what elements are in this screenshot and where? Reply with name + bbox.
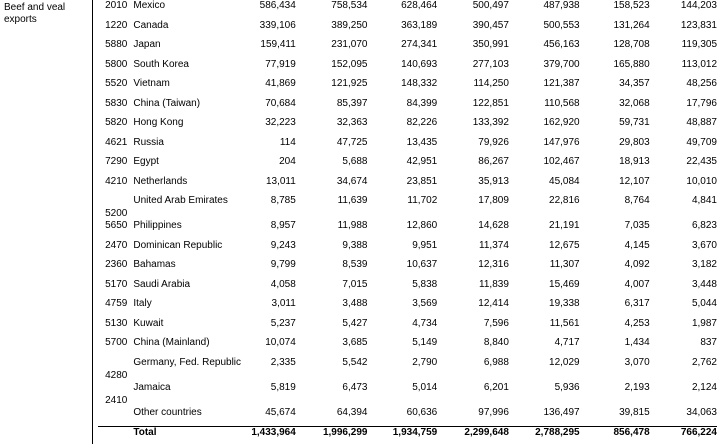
country-code: 5650 [105,220,128,231]
value-cell: 5,044 [691,298,717,309]
value-cell: 6,823 [691,220,717,231]
value-cell: 29,803 [619,136,650,148]
value-cell: 12,316 [478,259,509,270]
value-cell: 3,011 [271,298,296,309]
value-cell: 11,839 [479,278,509,290]
value-cell: 128,708 [613,39,650,50]
table-row [98,195,717,220]
value-cell: 350,991 [472,39,509,50]
total-value: 1,996,299 [296,426,368,446]
value-cell: 2,790 [412,356,438,368]
value-cell: 122,851 [472,97,509,109]
value-cell: 487,938 [543,0,580,11]
value-cell: 4,145 [624,239,650,251]
value-cell: 18,913 [619,156,650,167]
value-cell: 21,191 [549,220,580,231]
value-cell: 136,497 [543,406,580,418]
country-name: Italy [133,298,152,309]
total-value: 1,934,759 [367,426,437,446]
value-cell: 1,434 [624,337,650,348]
value-cell: 363,189 [401,19,438,31]
total-value: 2,299,648 [437,426,509,446]
value-cell: 4,253 [624,317,650,329]
value-cell: 47,725 [336,136,368,148]
value-cell: 59,731 [619,117,650,128]
value-cell: 113,012 [681,58,717,70]
value-cell: 456,163 [543,39,580,50]
value-cell: 121,925 [331,78,368,89]
total-row [98,426,717,446]
value-cell: 35,913 [478,175,509,187]
value-cell: 4,058 [270,278,296,290]
value-cell: 34,063 [686,406,717,418]
value-cell: 86,267 [478,156,509,167]
value-cell: 5,542 [342,356,368,368]
table-row [98,98,717,118]
value-cell: 11,988 [337,220,368,231]
value-cell: 11,374 [479,239,509,251]
value-cell: 131,264 [613,19,650,31]
value-cell: 204 [279,156,296,167]
country-name: Japan [133,39,161,50]
total-value: 856,478 [580,426,650,446]
table-row [98,298,717,318]
value-cell: 159,411 [260,39,296,50]
value-cell: 12,107 [619,175,650,187]
value-cell: 8,840 [483,337,509,348]
value-cell: 277,103 [472,58,509,70]
value-cell: 7,015 [342,278,368,290]
value-cell: 114,250 [473,78,509,89]
table-row [98,59,717,79]
value-cell: 140,693 [401,58,438,70]
country-code: 2010 [105,0,128,11]
value-cell: 110,568 [544,97,580,109]
value-cell: 339,106 [259,19,296,31]
value-cell: 22,816 [549,195,580,206]
value-cell: 19,338 [549,298,580,309]
value-cell: 148,332 [401,78,438,89]
value-cell: 165,880 [613,58,650,70]
value-cell: 500,553 [543,19,580,31]
value-cell: 3,488 [342,298,368,309]
value-cell: 4,092 [624,259,650,270]
value-cell: 5,149 [412,337,438,348]
value-cell: 158,523 [613,0,650,11]
value-cell: 837 [700,337,717,348]
value-cell: 79,926 [478,136,509,148]
value-cell: 42,951 [406,156,438,167]
value-cell: 231,070 [331,39,368,50]
value-cell: 8,539 [342,259,368,270]
value-cell: 114 [279,136,296,148]
value-cell: 11,702 [407,195,438,206]
value-cell: 45,674 [265,406,296,418]
value-cell: 5,014 [412,381,438,393]
value-cell: 9,243 [270,239,296,251]
value-cell: 3,670 [691,239,717,251]
value-cell: 84,399 [406,97,438,109]
value-cell: 121,387 [543,78,580,89]
value-cell: 152,095 [331,58,368,70]
value-cell: 133,392 [472,117,509,128]
value-cell: 3,448 [691,278,717,290]
left-divider [92,0,93,444]
value-cell: 12,029 [549,356,580,368]
table-row [98,337,717,357]
value-cell: 758,534 [331,0,368,11]
table-row [98,259,717,279]
country-code: 2470 [105,239,128,251]
table-row [98,117,717,137]
value-cell: 5,838 [412,278,438,290]
table-row [98,156,717,176]
country-code: 5820 [105,117,128,128]
value-cell: 32,068 [619,97,650,109]
value-cell: 119,305 [681,39,717,50]
country-name: China (Taiwan) [133,97,201,109]
value-cell: 11,561 [549,317,580,329]
value-cell: 7,035 [624,220,650,231]
value-cell: 7,596 [483,317,509,329]
total-value: 1,433,964 [248,426,296,446]
country-code: 2410 [105,394,128,406]
value-cell: 10,074 [265,337,296,348]
value-cell: 41,869 [265,78,296,89]
value-cell: 11,639 [337,195,368,206]
value-cell: 5,427 [342,317,368,329]
country-name: Jamaica [133,381,171,393]
value-cell: 14,628 [478,220,509,231]
table-row [98,176,717,196]
table-row [98,357,717,382]
value-cell: 64,394 [336,406,368,418]
country-code: 2360 [105,259,128,270]
country-code: 5520 [105,78,128,89]
value-cell: 3,182 [691,259,717,270]
value-cell: 102,467 [543,156,580,167]
value-cell: 123,831 [680,19,717,31]
country-name: China (Mainland) [133,337,210,348]
value-cell: 3,569 [412,298,438,309]
value-cell: 586,434 [259,0,296,11]
value-cell: 6,988 [483,356,509,368]
value-cell: 4,007 [624,278,650,290]
value-cell: 48,887 [686,117,717,128]
value-cell: 34,357 [619,78,650,89]
value-cell: 2,193 [624,381,650,393]
country-code: 7290 [105,156,128,167]
table-row [98,407,717,427]
country-code: 4759 [105,298,128,309]
table-row [98,279,717,299]
country-code: 4621 [105,136,128,148]
value-cell: 5,237 [270,317,296,329]
exports-table [98,0,717,446]
table-row [98,39,717,59]
country-name: Germany, Fed. Republic [133,356,242,368]
value-cell: 23,851 [406,175,438,187]
value-cell: 39,815 [619,406,650,418]
value-cell: 13,011 [265,175,296,187]
value-cell: 49,709 [686,136,717,148]
value-cell: 379,700 [543,58,580,70]
value-cell: 4,734 [412,317,438,329]
value-cell: 6,201 [483,381,509,393]
country-name: United Arab Emirates [133,195,228,206]
country-code: 5800 [105,58,128,70]
value-cell: 48,256 [686,78,717,89]
value-cell: 32,363 [336,117,368,128]
value-cell: 97,996 [478,406,509,418]
table-row [98,318,717,338]
country-name: Bahamas [133,259,176,270]
value-cell: 45,084 [549,175,580,187]
table-row [98,220,717,240]
country-name: Hong Kong [133,117,184,128]
value-cell: 389,250 [331,19,368,31]
value-cell: 2,762 [691,356,717,368]
country-code [98,407,131,427]
table-row [98,240,717,260]
value-cell: 390,457 [472,19,509,31]
country-name: Other countries [133,406,202,418]
value-cell: 77,919 [265,58,296,70]
table-row [98,137,717,157]
value-cell: 13,435 [406,136,438,148]
country-name: South Korea [133,58,189,70]
value-cell: 10,010 [686,175,717,187]
country-code: 5700 [105,337,128,348]
value-cell: 3,070 [624,356,650,368]
country-code: 4210 [105,175,128,187]
value-cell: 15,469 [549,278,580,290]
value-cell: 4,717 [554,337,580,348]
value-cell: 162,920 [543,117,580,128]
value-cell: 1,987 [691,317,717,329]
total-value: 766,224 [650,426,717,446]
value-cell: 628,464 [401,0,438,11]
country-code: 5170 [105,278,128,290]
value-cell: 6,317 [624,298,650,309]
value-cell: 2,124 [691,381,717,393]
country-name: Egypt [133,156,159,167]
value-cell: 9,388 [342,239,368,251]
value-cell: 144,203 [680,0,717,11]
value-cell: 9,799 [270,259,296,270]
value-cell: 12,675 [549,239,580,251]
value-cell: 4,841 [691,195,717,206]
value-cell: 32,223 [265,117,296,128]
value-cell: 9,951 [412,239,438,251]
total-label: Total [131,426,248,446]
table-row [98,78,717,98]
value-cell: 17,796 [686,97,717,109]
value-cell: 85,397 [336,97,368,109]
country-name: Netherlands [133,175,188,187]
value-cell: 12,860 [406,220,438,231]
value-cell: 11,307 [549,259,580,270]
country-name: Kuwait [133,317,164,329]
value-cell: 6,473 [342,381,368,393]
value-cell: 8,957 [270,220,296,231]
country-name: Philippines [133,220,182,231]
country-name: Dominican Republic [133,239,223,251]
country-code: 5200 [105,208,128,219]
value-cell: 82,226 [406,117,438,128]
exports-table-body [98,0,717,446]
country-code: 1220 [105,19,128,31]
value-cell: 34,674 [336,175,368,187]
value-cell: 10,637 [406,259,438,270]
value-cell: 5,688 [342,156,368,167]
value-cell: 5,819 [270,381,296,393]
value-cell: 3,685 [342,337,368,348]
value-cell: 5,936 [554,381,580,393]
country-name: Russia [133,136,164,148]
value-cell: 500,497 [472,0,509,11]
value-cell: 22,435 [686,156,717,167]
country-code: 5130 [105,317,128,329]
country-name: Canada [133,19,169,31]
value-cell: 8,764 [624,195,650,206]
table-row [98,20,717,40]
country-name: Vietnam [133,78,170,89]
value-cell: 2,335 [270,356,296,368]
table-row [98,382,717,407]
section-label: Beef and veal exports [4,2,66,25]
country-code: 4280 [105,369,128,381]
country-name: Mexico [133,0,166,11]
country-code: 5830 [105,97,128,109]
value-cell: 17,809 [478,195,509,206]
value-cell: 12,414 [478,298,509,309]
total-value: 2,788,295 [509,426,580,446]
country-code: 5880 [105,39,128,50]
table-row [98,0,717,20]
value-cell: 274,341 [401,39,438,50]
value-cell: 147,976 [543,136,580,148]
value-cell: 70,684 [265,97,296,109]
country-name: Saudi Arabia [133,278,191,290]
value-cell: 8,785 [270,195,296,206]
value-cell: 60,636 [406,406,438,418]
